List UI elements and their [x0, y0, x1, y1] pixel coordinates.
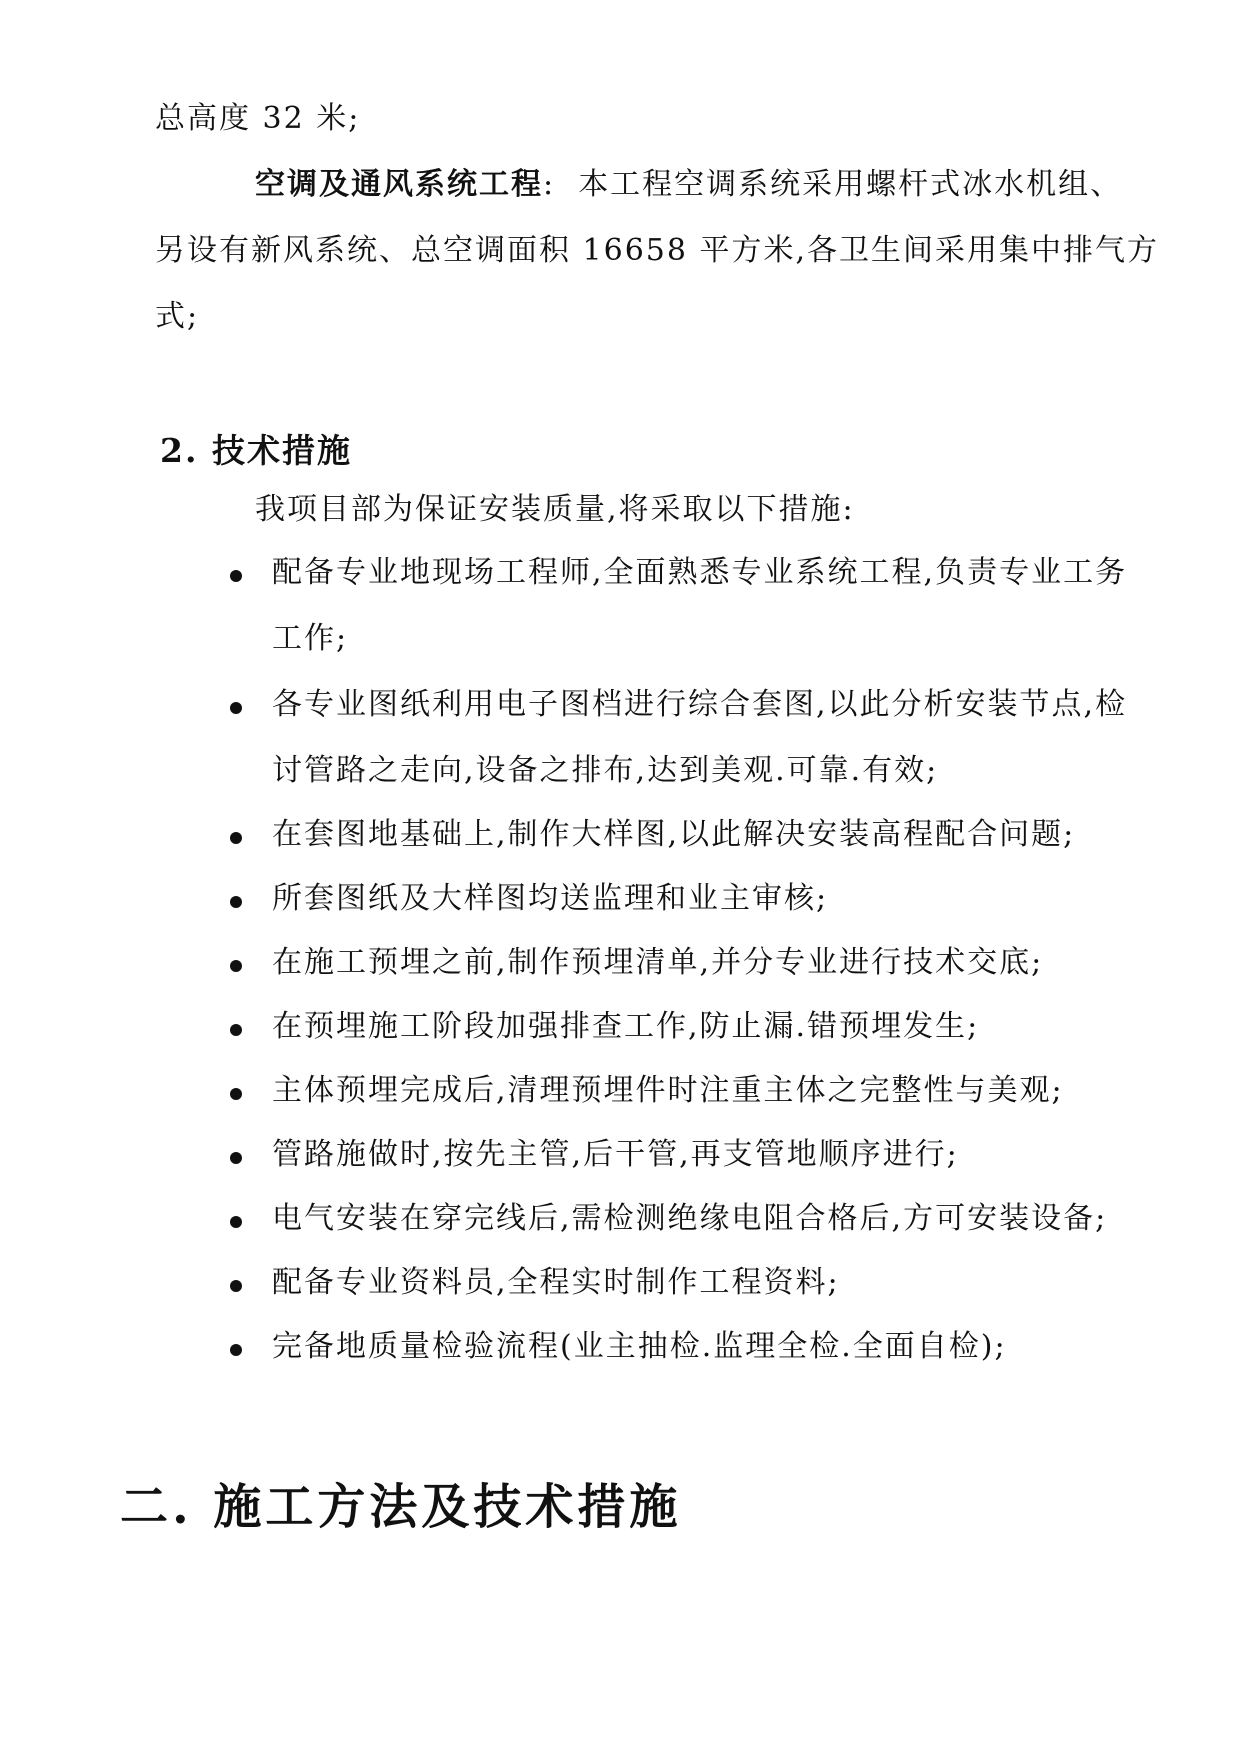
list-item: 在施工预埋之前,制作预埋清单,并分专业进行技术交底; [230, 948, 1150, 984]
list-item: 主体预埋完成后,清理预埋件时注重主体之完整性与美观; [230, 1076, 1150, 1112]
hvac-line-1 [255, 167, 1123, 202]
list-item: 配备专业地现场工程师,全面熟悉专业系统工程,负责专业工务 [230, 558, 1150, 594]
bullet-icon [230, 960, 242, 972]
list-item: 在预埋施工阶段加强排查工作,防止漏.错预埋发生; [230, 1012, 1150, 1048]
list-item-continuation: 工作; [272, 621, 349, 656]
hvac-colon: : [543, 167, 556, 202]
list-item-continuation: 讨管路之走向,设备之排布,达到美观.可靠.有效; [272, 753, 939, 788]
hvac-line-1-text: 本工程空调系统采用螺杆式冰水机组、 [578, 167, 1123, 202]
list-item: 配备专业资料员,全程实时制作工程资料; [230, 1268, 1150, 1304]
bullet-icon [230, 1088, 242, 1100]
height-line: 总高度 32 米; [155, 101, 361, 136]
section-heading-technical-measures: 2. 技术措施 [160, 431, 352, 470]
list-item: 各专业图纸利用电子图档进行综合套图,以此分析安装节点,检 [230, 690, 1150, 726]
list-item: 所套图纸及大样图均送监理和业主审核; [230, 884, 1150, 920]
list-item: 完备地质量检验流程(业主抽检.监理全检.全面自检); [230, 1332, 1150, 1368]
bullet-icon [230, 1216, 242, 1228]
bullet-icon [230, 1344, 242, 1356]
bullet-icon [230, 896, 242, 908]
list-item: 电气安装在穿完线后,需检测绝缘电阻合格后,方可安装设备; [230, 1204, 1150, 1240]
bullet-icon [230, 1024, 242, 1036]
bullet-icon [230, 570, 242, 582]
hvac-label: 空调及通风系统工程 [255, 167, 543, 202]
list-item: 管路施做时,按先主管,后干管,再支管地顺序进行; [230, 1140, 1150, 1176]
list-item: 在套图地基础上,制作大样图,以此解决安装高程配合问题; [230, 820, 1150, 856]
bullet-icon [230, 1152, 242, 1164]
section-intro: 我项目部为保证安装质量,将采取以下措施: [255, 492, 855, 527]
hvac-line-2: 另设有新风系统、总空调面积 16658 平方米,各卫生间采用集中排气方 [155, 233, 1160, 268]
hvac-line-3: 式; [155, 299, 200, 334]
bullet-icon [230, 702, 242, 714]
bullet-icon [230, 832, 242, 844]
chapter-heading: 二. 施工方法及技术措施 [120, 1479, 682, 1535]
bullet-icon [230, 1280, 242, 1292]
